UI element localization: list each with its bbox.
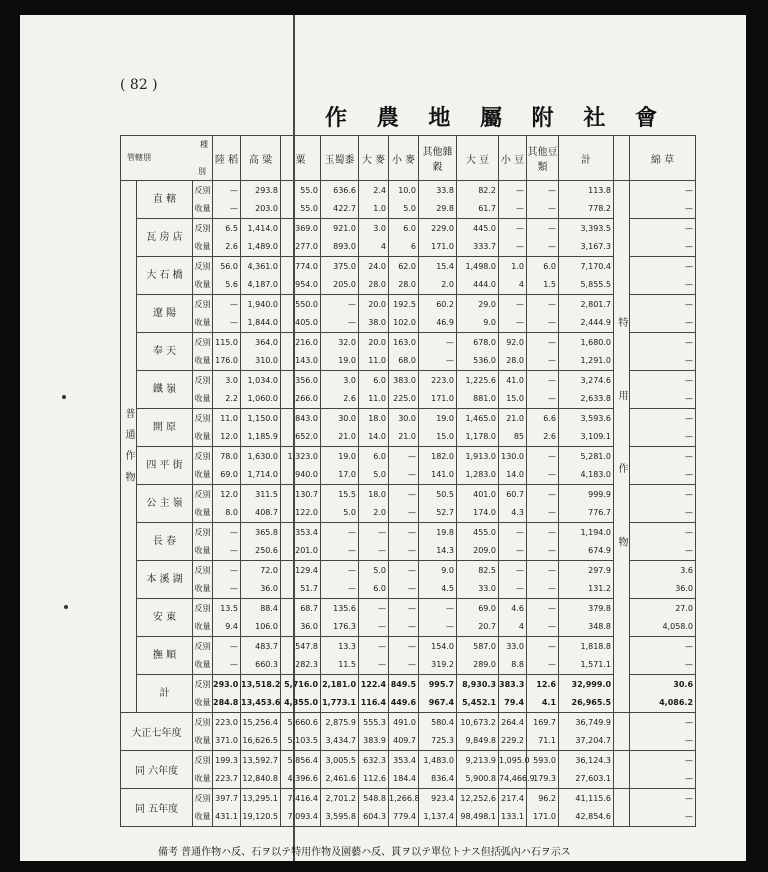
value-cell-cotton: — — (630, 523, 696, 561)
table-row (121, 561, 696, 599)
value-cell: — — (213, 637, 241, 675)
value-cell: — — (359, 599, 389, 637)
value-cell: 113.8 778.2 (559, 181, 614, 219)
value-cell: — — (419, 333, 457, 371)
value-cell: 154.0 319.2 (419, 637, 457, 675)
total-value-cell: 5,716.0 4,355.0 (281, 675, 321, 713)
value-cell: 216.0 143.0 (281, 333, 321, 371)
value-cell: 3.0 2.6 (321, 371, 359, 409)
value-cell: — — (213, 181, 241, 219)
corner-header: 種 管轄別 別 (121, 136, 213, 181)
col-header: 粟 (281, 136, 321, 181)
value-cell: 455.0 209.0 (457, 523, 499, 561)
value-cell: 4,361.0 4,187.0 (241, 257, 281, 295)
value-cell: 13.3 11.5 (321, 637, 359, 675)
value-cell: — — (527, 333, 559, 371)
value-cell: 21.0 85 (499, 409, 527, 447)
value-cell: 483.7 660.3 (241, 637, 281, 675)
location-label: 本 溪 湖 (137, 561, 193, 599)
value-cell: 19.8 14.3 (419, 523, 457, 561)
value-cell: — — (321, 295, 359, 333)
location-label: 瓦 房 店 (137, 219, 193, 257)
value-cell: — — (527, 181, 559, 219)
value-cell: — — (389, 485, 419, 523)
value-cell-cotton: — — (630, 409, 696, 447)
total-value-cell: 849.5 449.6 (389, 675, 419, 713)
year-value-cell: 5,856.4 4,396.6 (281, 751, 321, 789)
value-cell: — — (359, 523, 389, 561)
total-label: 計 (137, 675, 193, 713)
year-value-cell: 36,749.9 37,204.7 (559, 713, 614, 751)
value-cell: 356.0 266.0 (281, 371, 321, 409)
value-cell: 229.0 171.0 (419, 219, 457, 257)
value-cell: 41.0 15.0 (499, 371, 527, 409)
value-cell: 163.0 68.0 (389, 333, 419, 371)
value-cell: — — (389, 637, 419, 675)
value-cell: — — (213, 561, 241, 599)
value-cell: 82.5 33.0 (457, 561, 499, 599)
value-cell: — — (321, 523, 359, 561)
value-cell: 182.0 141.0 (419, 447, 457, 485)
year-value-cell: 96.2 171.0 (527, 789, 559, 827)
value-cell-cotton: — — (630, 257, 696, 295)
value-cell: — — (527, 447, 559, 485)
value-cell: 3.0 2.2 (213, 371, 241, 409)
value-cell: 62.0 28.0 (389, 257, 419, 295)
value-cell: — — (527, 485, 559, 523)
value-cell: 1,498.0 444.0 (457, 257, 499, 295)
year-row (121, 789, 696, 827)
table-row (121, 295, 696, 333)
value-cell: — — (499, 523, 527, 561)
value-cell: 20.0 11.0 (359, 333, 389, 371)
value-cell: 115.0 176.0 (213, 333, 241, 371)
value-cell: — — (321, 561, 359, 599)
value-cell: 20.0 38.0 (359, 295, 389, 333)
value-cell-cotton: — — (630, 333, 696, 371)
year-value-cell: 10,673.2 9,849.8 (457, 713, 499, 751)
col-header: 大 豆 (457, 136, 499, 181)
row-type-label: 反別 收量 (193, 181, 213, 219)
year-value-cotton: — — (630, 789, 696, 827)
location-label: 撫 順 (137, 637, 193, 675)
value-cell: 1,465.0 1,178.0 (457, 409, 499, 447)
total-value-cotton: 30.6 4,086.2 (630, 675, 696, 713)
year-value-cell: 923.4 1,137.4 (419, 789, 457, 827)
total-value-cell: 293.0 284.8 (213, 675, 241, 713)
col-header: 其他雜穀 (419, 136, 457, 181)
col-header: 高 粱 (241, 136, 281, 181)
table-row (121, 447, 696, 485)
year-value-cell: 1,483.0 836.4 (419, 751, 457, 789)
value-cell: 5,281.0 4,183.0 (559, 447, 614, 485)
value-cell: — — (499, 561, 527, 599)
value-cell: 135.6 176.3 (321, 599, 359, 637)
value-cell: 78.0 69.0 (213, 447, 241, 485)
page-number: ( 82 ) (120, 77, 158, 93)
value-cell: — — (527, 561, 559, 599)
location-label: 遼 陽 (137, 295, 193, 333)
value-cell: 3,593.6 3,109.1 (559, 409, 614, 447)
value-cell: 547.8 282.3 (281, 637, 321, 675)
row-type-label: 反別 收量 (193, 371, 213, 409)
year-label: 同 六年度 (121, 751, 193, 789)
year-value-cell: 15,256.4 16,626.5 (241, 713, 281, 751)
value-cell: 192.5 102.0 (389, 295, 419, 333)
value-cell: — — (389, 599, 419, 637)
col-header: 計 (559, 136, 614, 181)
binding-hole-mark (62, 395, 66, 399)
value-cell: 311.5 408.7 (241, 485, 281, 523)
value-cell: 1,323.0 940.0 (281, 447, 321, 485)
value-cell: 130.7 122.0 (281, 485, 321, 523)
total-value-cell: 13,518.2 13,453.6 (241, 675, 281, 713)
value-cell: 6.5 2.6 (213, 219, 241, 257)
header-row (121, 136, 696, 181)
value-cell-cotton: — — (630, 371, 696, 409)
footnote: 備考 普通作物ハ反、石ヲ以テ特用作物及園藝ハ反、貫ヲ以テ單位トナス但括弧內ハ石ヲ示ス (158, 847, 571, 858)
year-label: 同 五年度 (121, 789, 193, 827)
total-value-cell: 32,999.0 26,965.5 (559, 675, 614, 713)
value-cell: 19.0 17.0 (321, 447, 359, 485)
row-type-label: 反別 收量 (193, 599, 213, 637)
value-cell: 297.9 131.2 (559, 561, 614, 599)
total-value-cell: 122.4 116.4 (359, 675, 389, 713)
table-row (121, 219, 696, 257)
value-cell: 60.7 4.3 (499, 485, 527, 523)
value-cell: 33.8 29.8 (419, 181, 457, 219)
empty-cell (614, 751, 630, 789)
location-label: 安 東 (137, 599, 193, 637)
year-row (121, 713, 696, 751)
col-header: 陸 稻 (213, 136, 241, 181)
row-type-label: 反別 收量 (193, 485, 213, 523)
value-cell: 18.0 14.0 (359, 409, 389, 447)
col-header-cotton: 綿 草 (630, 136, 696, 181)
value-cell: 30.0 21.0 (389, 409, 419, 447)
year-value-cell: 1,095.0 74,466.9 (499, 751, 527, 789)
col-header-special-cat (614, 136, 630, 181)
page-title: 作 農 地 屬 附 社 會 (325, 105, 668, 131)
table-row (121, 181, 696, 219)
value-cell: 1,940.0 1,844.0 (241, 295, 281, 333)
value-cell: 6.0 6 (389, 219, 419, 257)
value-cell: 774.0 954.0 (281, 257, 321, 295)
year-value-cell: 632.3 112.6 (359, 751, 389, 789)
table-row (121, 371, 696, 409)
category-label-special: 特 用 作 物 (614, 181, 630, 713)
value-cell: 2.4 1.0 (359, 181, 389, 219)
value-cell: — — (527, 523, 559, 561)
year-row (121, 751, 696, 789)
col-header: 其他豆類 (527, 136, 559, 181)
total-value-cell: 995.7 967.4 (419, 675, 457, 713)
empty-cell (614, 713, 630, 751)
value-cell-cotton: — — (630, 219, 696, 257)
value-cell: — — (419, 599, 457, 637)
value-cell: — — (499, 295, 527, 333)
value-cell: 6.0 11.0 (359, 371, 389, 409)
value-cell-cotton: — — (630, 637, 696, 675)
location-label: 長 春 (137, 523, 193, 561)
value-cell: 82.2 61.7 (457, 181, 499, 219)
value-cell: 24.0 28.0 (359, 257, 389, 295)
row-type-label: 反別 收量 (193, 713, 213, 751)
year-value-cell: 353.4 184.4 (389, 751, 419, 789)
year-value-cell: 7,416.4 7,093.4 (281, 789, 321, 827)
row-type-label: 反別 收量 (193, 637, 213, 675)
table-row (121, 485, 696, 523)
value-cell: 1,225.6 881.0 (457, 371, 499, 409)
value-cell: 6.0 1.5 (527, 257, 559, 295)
value-cell: 88.4 106.0 (241, 599, 281, 637)
value-cell: 92.0 28.0 (499, 333, 527, 371)
value-cell: 1,818.8 1,571.1 (559, 637, 614, 675)
value-cell: — — (499, 181, 527, 219)
value-cell: 6.6 2.6 (527, 409, 559, 447)
col-header: 小 豆 (499, 136, 527, 181)
row-type-label: 反別 收量 (193, 257, 213, 295)
value-cell: 15.5 5.0 (321, 485, 359, 523)
value-cell-cotton: 3.6 36.0 (630, 561, 696, 599)
value-cell: 379.8 348.8 (559, 599, 614, 637)
value-cell-cotton: — — (630, 447, 696, 485)
year-value-cell: 593.0 179.3 (527, 751, 559, 789)
value-cell: 383.0 225.0 (389, 371, 419, 409)
value-cell: 223.0 171.0 (419, 371, 457, 409)
value-cell: 6.0 5.0 (359, 447, 389, 485)
value-cell: 30.0 21.0 (321, 409, 359, 447)
value-cell: 50.5 52.7 (419, 485, 457, 523)
value-cell: 445.0 333.7 (457, 219, 499, 257)
value-cell: — — (527, 599, 559, 637)
total-value-cell: 12.6 4.1 (527, 675, 559, 713)
col-header: 大 麥 (359, 136, 389, 181)
year-value-cell: 217.4 133.1 (499, 789, 527, 827)
table-row (121, 257, 696, 295)
year-value-cell: 491.0 409.7 (389, 713, 419, 751)
value-cell: 353.4 201.0 (281, 523, 321, 561)
year-value-cell: 397.7 431.1 (213, 789, 241, 827)
value-cell: 15.4 2.0 (419, 257, 457, 295)
value-cell: 1,913.0 1,283.0 (457, 447, 499, 485)
value-cell: 1,414.0 1,489.0 (241, 219, 281, 257)
table-row (121, 523, 696, 561)
year-value-cell: 1,266.8 779.4 (389, 789, 419, 827)
value-cell: 999.9 776.7 (559, 485, 614, 523)
value-cell: 3,274.6 2,633.8 (559, 371, 614, 409)
value-cell: — — (499, 219, 527, 257)
value-cell: 69.0 20.7 (457, 599, 499, 637)
year-value-cotton: — — (630, 751, 696, 789)
value-cell: 1,630.0 1,714.0 (241, 447, 281, 485)
value-cell: — — (389, 561, 419, 599)
year-value-cell: 12,252.6 98,498.1 (457, 789, 499, 827)
year-value-cell: 41,115.6 42,854.6 (559, 789, 614, 827)
value-cell: 72.0 36.0 (241, 561, 281, 599)
value-cell-cotton: 27.0 4,058.0 (630, 599, 696, 637)
value-cell: 369.0 277.0 (281, 219, 321, 257)
value-cell: 1,150.0 1,185.9 (241, 409, 281, 447)
value-cell: 129.4 51.7 (281, 561, 321, 599)
value-cell: — — (359, 637, 389, 675)
value-cell: 365.8 250.6 (241, 523, 281, 561)
year-value-cell: 5,660.6 5,103.5 (281, 713, 321, 751)
value-cell: 19.0 15.0 (419, 409, 457, 447)
category-label-regular: 普 通 作 物 (121, 181, 137, 713)
location-label: 四 平 街 (137, 447, 193, 485)
value-cell: 1,034.0 1,060.0 (241, 371, 281, 409)
crop-statistics-table (120, 135, 696, 827)
value-cell: 3,393.5 3,167.3 (559, 219, 614, 257)
value-cell: 364.0 310.0 (241, 333, 281, 371)
value-cell: 130.0 14.0 (499, 447, 527, 485)
value-cell: 550.0 405.0 (281, 295, 321, 333)
value-cell: 33.0 8.8 (499, 637, 527, 675)
year-label: 大正七年度 (121, 713, 193, 751)
value-cell: 4.6 4 (499, 599, 527, 637)
value-cell: 1.0 4 (499, 257, 527, 295)
year-value-cell: 9,213.9 5,900.8 (457, 751, 499, 789)
empty-cell (614, 789, 630, 827)
value-cell: — — (527, 371, 559, 409)
row-type-label: 反別 收量 (193, 219, 213, 257)
row-type-label: 反別 收量 (193, 295, 213, 333)
year-value-cell: 3,005.5 2,461.6 (321, 751, 359, 789)
year-value-cell: 13,295.1 19,120.5 (241, 789, 281, 827)
value-cell: 60.2 46.9 (419, 295, 457, 333)
location-label: 鐵 嶺 (137, 371, 193, 409)
year-value-cell: 13,592.7 12,840.8 (241, 751, 281, 789)
total-value-cell: 2,181.0 1,773.1 (321, 675, 359, 713)
value-cell: 1,680.0 1,291.0 (559, 333, 614, 371)
col-header: 小 麥 (389, 136, 419, 181)
year-value-cell: 580.4 725.3 (419, 713, 457, 751)
row-type-label: 反別 收量 (193, 675, 213, 713)
value-cell: 3.0 4 (359, 219, 389, 257)
value-cell: 56.0 5.6 (213, 257, 241, 295)
value-cell-cotton: — — (630, 181, 696, 219)
value-cell: 11.0 12.0 (213, 409, 241, 447)
value-cell: 678.0 536.0 (457, 333, 499, 371)
value-cell: 401.0 174.0 (457, 485, 499, 523)
value-cell: 13.5 9.4 (213, 599, 241, 637)
total-value-cell: 8,930.3 5,452.1 (457, 675, 499, 713)
value-cell: 587.0 289.0 (457, 637, 499, 675)
value-cell-cotton: — — (630, 295, 696, 333)
location-label: 公 主 嶺 (137, 485, 193, 523)
value-cell: — — (213, 523, 241, 561)
year-value-cell: 223.0 371.0 (213, 713, 241, 751)
row-type-label: 反別 收量 (193, 561, 213, 599)
value-cell: 5.0 6.0 (359, 561, 389, 599)
value-cell: 32.0 19.0 (321, 333, 359, 371)
row-type-label: 反別 收量 (193, 523, 213, 561)
value-cell: — — (389, 447, 419, 485)
location-label: 大 石 橋 (137, 257, 193, 295)
value-cell: 9.0 4.5 (419, 561, 457, 599)
location-label: 開 原 (137, 409, 193, 447)
value-cell: — — (527, 637, 559, 675)
value-cell: 55.0 55.0 (281, 181, 321, 219)
value-cell-cotton: — — (630, 485, 696, 523)
value-cell: — — (527, 219, 559, 257)
table-row (121, 637, 696, 675)
value-cell: 12.0 8.0 (213, 485, 241, 523)
value-cell: 7,170.4 5,855.5 (559, 257, 614, 295)
row-type-label: 反別 收量 (193, 447, 213, 485)
value-cell: 68.7 36.0 (281, 599, 321, 637)
row-type-label: 反別 收量 (193, 789, 213, 827)
row-type-label: 反別 收量 (193, 751, 213, 789)
year-value-cell: 169.7 71.1 (527, 713, 559, 751)
value-cell: 843.0 652.0 (281, 409, 321, 447)
row-type-label: 反別 收量 (193, 409, 213, 447)
year-value-cell: 264.4 229.2 (499, 713, 527, 751)
value-cell: — — (213, 295, 241, 333)
value-cell: — — (389, 523, 419, 561)
year-value-cell: 2,701.2 3,595.8 (321, 789, 359, 827)
value-cell: 29.0 9.0 (457, 295, 499, 333)
value-cell: 18.0 2.0 (359, 485, 389, 523)
row-type-label: 反別 收量 (193, 333, 213, 371)
year-value-cell: 2,875.9 3,434.7 (321, 713, 359, 751)
binding-hole-mark (64, 605, 68, 609)
table-row (121, 599, 696, 637)
year-value-cell: 36,124.3 27,603.1 (559, 751, 614, 789)
value-cell: 636.6 422.7 (321, 181, 359, 219)
location-label: 奉 天 (137, 333, 193, 371)
value-cell: 375.0 205.0 (321, 257, 359, 295)
year-value-cell: 555.3 383.9 (359, 713, 389, 751)
value-cell: 293.8 203.0 (241, 181, 281, 219)
value-cell: — — (527, 295, 559, 333)
location-label: 直 轄 (137, 181, 193, 219)
total-row (121, 675, 696, 713)
value-cell: 10.0 5.0 (389, 181, 419, 219)
year-value-cell: 548.8 604.3 (359, 789, 389, 827)
value-cell: 1,194.0 674.9 (559, 523, 614, 561)
table-row (121, 409, 696, 447)
value-cell: 921.0 893.0 (321, 219, 359, 257)
total-value-cell: 383.3 79.4 (499, 675, 527, 713)
year-value-cotton: — — (630, 713, 696, 751)
value-cell: 2,801.7 2,444.9 (559, 295, 614, 333)
year-value-cell: 199.3 223.7 (213, 751, 241, 789)
col-header: 玉蜀黍 (321, 136, 359, 181)
table-row (121, 333, 696, 371)
